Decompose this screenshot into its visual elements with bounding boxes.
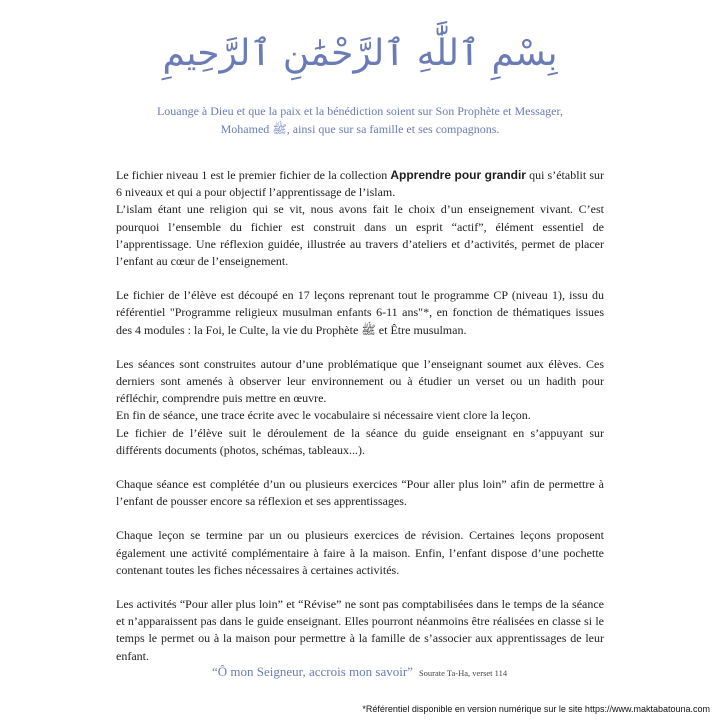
- main-text: [116, 167, 604, 682]
- paragraph-session-end: En fin de séance, une trace écrite avec le vocabulaire si nécessaire vient clore la leçon.: [116, 408, 531, 423]
- basmala-calligraphy: بِسْمِ ٱللَّٰهِ ٱلرَّحْمَٰنِ ٱلرَّحِيمِ: [162, 32, 558, 74]
- paragraph-lessons: Le fichier de l’élève est découpé en 17 leçons reprenant tout le programme CP (niveau 1), issu du référentiel "Programme religieux musulman enfants 6-11 ans"*, en fonction de thématiques issues des 4 modules : la Foi, le Culte, la vie du Prophète ﷺ et Être musulman.: [116, 288, 604, 337]
- paragraph-text: qui s’établit sur 6 niveaux et qui a pour objectif l’apprentissage de l’islam.: [116, 168, 605, 200]
- basmala-header: [0, 22, 720, 84]
- paragraph-exercises: Chaque séance est complétée d’un ou plusieurs exercices “Pour aller plus loin” afin de permettre à l’enfant de pousser encore sa réflexion et ses apprentissages.: [116, 477, 604, 509]
- quran-quote: “Ô mon Seigneur, accrois mon savoir”: [212, 664, 413, 679]
- quote-reference: Sourate Ta-Ha, verset 114: [418, 668, 508, 678]
- paragraph-sessions: Les séances sont construites autour d’une problématique que l’enseignant soumet aux élèves. Ces derniers sont amenés à observer leur environnement ou à étudier un verset ou un hadith pour réfléchir, comprendre puis mettre en œuvre.: [116, 356, 604, 406]
- paragraph-revision: Chaque leçon se termine par un ou plusieurs exercices de révision. Certaines leçons proposent également une activité complémentaire à faire à la maison. Enfin, l’enfant dispose d’une pochette contenant toutes les fiches nécessaires à certaines activités.: [116, 528, 604, 577]
- footnote: *Référentiel disponible en version numérique sur le site https://www.maktabatouna.com: [362, 704, 710, 714]
- paragraph-student-file: Le fichier de l’élève suit le déroulement de la séance du guide enseignant en s’appuyant sur différents documents (photos, schémas, tableaux...).: [116, 425, 604, 457]
- quote-line: [212, 663, 612, 681]
- intro-dedication: Louange à Dieu et que la paix et la bénédiction soient sur Son Prophète et Messager, Mohamed ﷺ, ainsi que sur sa famille et ses compagnons.: [156, 104, 564, 136]
- collection-title: Apprendre pour grandir: [390, 168, 526, 182]
- paragraph-text: Le fichier niveau 1 est le premier fichier de la collection: [116, 168, 391, 182]
- paragraph-activities: Les activités “Pour aller plus loin” et “Révise” ne sont pas comptabilisées dans le temps de la séance et n’apparaissent pas dans le guide enseignant. Elles pourront néanmoins être réalisées en classe si le temps le permet ou à la maison pour permettre à la famille de s’associer aux apprentissages de leur enfant.: [116, 597, 604, 663]
- paragraph-collection: [116, 167, 604, 201]
- paragraph-living-teaching: L’islam étant une religion qui se vit, nous avons fait le choix d’un enseignement vivant. C’est pourquoi l’ensemble du fichier est construit dans un esprit “actif”, élément essentiel de l’apprentissage. Une réflexion guidée, illustrée au travers d’ateliers et d’activités, permet de placer l’enfant au cœur de l’enseignement.: [116, 202, 604, 269]
